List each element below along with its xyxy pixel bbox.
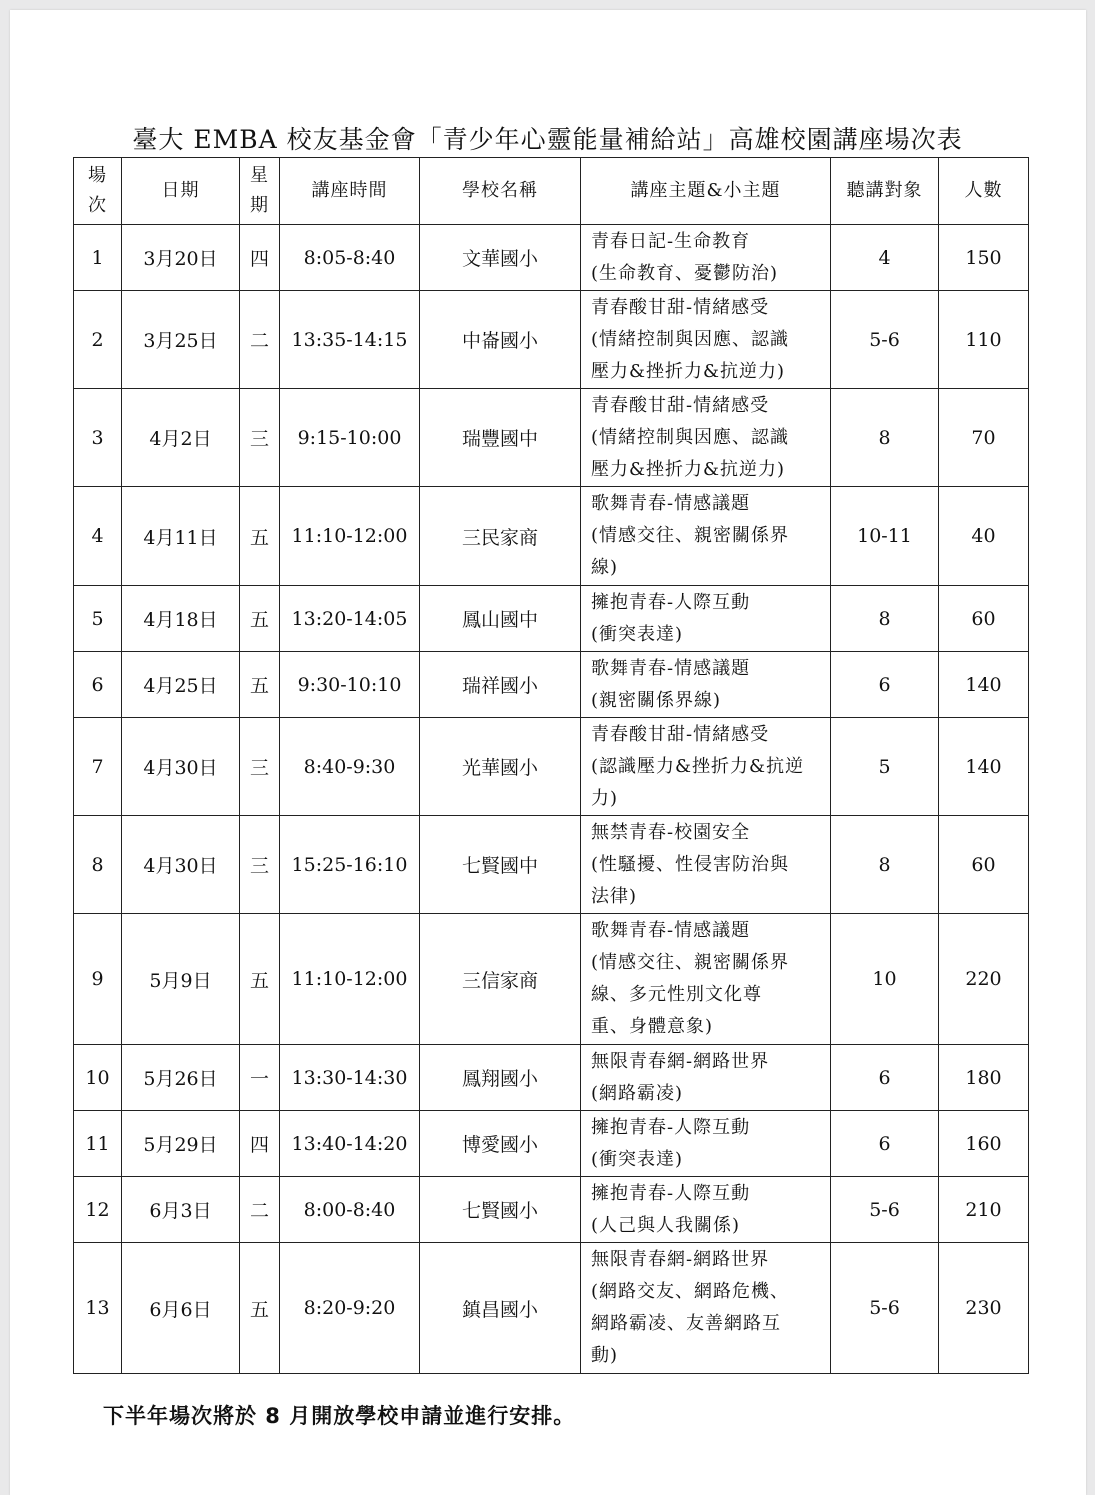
cell-audience: 6: [831, 1045, 939, 1111]
cell-date: 4月2日: [122, 389, 240, 487]
topic-line: 法律): [591, 885, 638, 907]
header-session-text: 場 次: [88, 165, 107, 216]
topic-line: 線): [591, 557, 619, 578]
topic-line: 擁抱青春-人際互動: [591, 591, 751, 613]
topic-line: 歌舞青春-情感議題: [591, 657, 751, 679]
topic-line: (生命教育、憂鬱防治): [591, 262, 779, 284]
cell-weekday: 五: [240, 1243, 280, 1374]
cell-time: 9:15-10:00: [280, 389, 420, 487]
cell-weekday: 四: [240, 225, 280, 291]
cell-weekday: 五: [240, 652, 280, 718]
cell-count: 150: [939, 225, 1029, 291]
cell-session: 13: [74, 1243, 122, 1374]
cell-weekday: 三: [240, 718, 280, 816]
cell-school: 瑞豐國中: [420, 389, 581, 487]
cell-count: 140: [939, 718, 1029, 816]
cell-date: 4月30日: [122, 718, 240, 816]
cell-audience: 8: [831, 586, 939, 652]
cell-school: 文華國小: [420, 225, 581, 291]
cell-weekday: 五: [240, 914, 280, 1045]
header-weekday-text: 星 期: [250, 165, 269, 216]
topic-line: (網路霸凌): [591, 1082, 684, 1104]
cell-audience: 5: [831, 718, 939, 816]
cell-date: 3月20日: [122, 225, 240, 291]
cell-time: 8:00-8:40: [280, 1177, 420, 1243]
footer-note: 下半年場次將於 8 月開放學校申請並進行安排。: [103, 1404, 576, 1428]
topic-line: 網路霸凌、友善網路互: [591, 1313, 781, 1334]
cell-topic: [581, 1243, 831, 1374]
topic-line: 擁抱青春-人際互動: [591, 1116, 751, 1138]
header-audience: 聽講對象: [831, 158, 939, 225]
topic-line: 青春酸甘甜-情緒感受: [591, 394, 770, 416]
cell-session: 2: [74, 291, 122, 389]
topic-line: (網路交友、網路危機、: [591, 1281, 790, 1302]
topic-line: 重、身體意象): [591, 1016, 714, 1037]
topic-line: 青春日記-生命教育: [591, 230, 751, 252]
header-time: 講座時間: [280, 158, 420, 225]
cell-topic: [581, 1111, 831, 1177]
topic-line: 歌舞青春-情感議題: [591, 493, 751, 514]
cell-weekday: 五: [240, 586, 280, 652]
topic-line: 力): [591, 787, 619, 809]
table-row: [74, 1243, 1029, 1374]
cell-topic: [581, 389, 831, 487]
cell-session: 4: [74, 487, 122, 586]
cell-date: 4月18日: [122, 586, 240, 652]
cell-audience: 5-6: [831, 291, 939, 389]
cell-audience: 8: [831, 816, 939, 914]
table-row: [74, 586, 1029, 652]
cell-count: 180: [939, 1045, 1029, 1111]
cell-time: 13:20-14:05: [280, 586, 420, 652]
topic-line: 壓力&挫折力&抗逆力): [591, 458, 786, 480]
cell-topic: [581, 914, 831, 1045]
cell-school: 三信家商: [420, 914, 581, 1045]
cell-topic: [581, 487, 831, 586]
cell-count: 230: [939, 1243, 1029, 1374]
cell-date: 6月3日: [122, 1177, 240, 1243]
cell-school: 中崙國小: [420, 291, 581, 389]
header-weekday: [240, 158, 280, 225]
cell-count: 70: [939, 389, 1029, 487]
cell-audience: 5-6: [831, 1243, 939, 1374]
topic-line: 無限青春網-網路世界: [591, 1249, 770, 1270]
cell-session: 1: [74, 225, 122, 291]
cell-topic: [581, 586, 831, 652]
table-row: [74, 225, 1029, 291]
header-count: 人數: [939, 158, 1029, 225]
cell-count: 60: [939, 816, 1029, 914]
topic-line: 壓力&挫折力&抗逆力): [591, 360, 786, 382]
schedule-table: [73, 157, 1029, 1374]
cell-school: 光華國小: [420, 718, 581, 816]
cell-time: 8:20-9:20: [280, 1243, 420, 1374]
topic-line: 無禁青春-校園安全: [591, 821, 751, 843]
cell-topic: [581, 225, 831, 291]
topic-line: (性騷擾、性侵害防治與: [591, 853, 790, 875]
cell-school: 七賢國中: [420, 816, 581, 914]
cell-topic: [581, 652, 831, 718]
topic-line: 動): [591, 1345, 619, 1366]
cell-date: 5月29日: [122, 1111, 240, 1177]
topic-line: (衝突表達): [591, 1148, 684, 1170]
cell-school: 三民家商: [420, 487, 581, 586]
cell-school: 博愛國小: [420, 1111, 581, 1177]
cell-time: 13:30-14:30: [280, 1045, 420, 1111]
cell-topic: [581, 1177, 831, 1243]
cell-session: 3: [74, 389, 122, 487]
header-date: 日期: [122, 158, 240, 225]
header-school: 學校名稱: [420, 158, 581, 225]
cell-weekday: 二: [240, 1177, 280, 1243]
cell-time: 13:40-14:20: [280, 1111, 420, 1177]
cell-topic: [581, 291, 831, 389]
cell-school: 鳳翔國小: [420, 1045, 581, 1111]
cell-weekday: 五: [240, 487, 280, 586]
cell-time: 8:40-9:30: [280, 718, 420, 816]
cell-audience: 10-11: [831, 487, 939, 586]
cell-session: 12: [74, 1177, 122, 1243]
topic-line: 青春酸甘甜-情緒感受: [591, 723, 770, 745]
cell-topic: [581, 718, 831, 816]
cell-time: 11:10-12:00: [280, 914, 420, 1045]
cell-session: 6: [74, 652, 122, 718]
cell-time: 8:05-8:40: [280, 225, 420, 291]
cell-weekday: 三: [240, 816, 280, 914]
topic-line: (人己與人我關係): [591, 1214, 741, 1236]
header-row: [74, 158, 1029, 225]
cell-weekday: 四: [240, 1111, 280, 1177]
cell-count: 220: [939, 914, 1029, 1045]
cell-count: 110: [939, 291, 1029, 389]
cell-date: 6月6日: [122, 1243, 240, 1374]
document-title: 臺大 EMBA 校友基金會「青少年心靈能量補給站」高雄校園講座場次表: [132, 125, 963, 154]
table-row: [74, 389, 1029, 487]
cell-school: 鳳山國中: [420, 586, 581, 652]
cell-date: 5月26日: [122, 1045, 240, 1111]
topic-line: (情感交往、親密關係界: [591, 952, 790, 973]
cell-date: 4月30日: [122, 816, 240, 914]
cell-topic: [581, 1045, 831, 1111]
cell-school: 七賢國小: [420, 1177, 581, 1243]
cell-session: 7: [74, 718, 122, 816]
header-topic: 講座主題&小主題: [581, 158, 831, 225]
cell-count: 60: [939, 586, 1029, 652]
cell-date: 5月9日: [122, 914, 240, 1045]
cell-weekday: 三: [240, 389, 280, 487]
cell-session: 5: [74, 586, 122, 652]
table-row: [74, 1111, 1029, 1177]
cell-time: 13:35-14:15: [280, 291, 420, 389]
table-row: [74, 1045, 1029, 1111]
cell-school: 瑞祥國小: [420, 652, 581, 718]
cell-date: 4月25日: [122, 652, 240, 718]
cell-audience: 6: [831, 652, 939, 718]
topic-line: 青春酸甘甜-情緒感受: [591, 296, 770, 318]
topic-line: (情緒控制與因應、認識: [591, 328, 790, 350]
table-row: [74, 718, 1029, 816]
cell-topic: [581, 816, 831, 914]
table-row: [74, 291, 1029, 389]
topic-line: 歌舞青春-情感議題: [591, 920, 751, 941]
cell-weekday: 二: [240, 291, 280, 389]
topic-line: (衝突表達): [591, 623, 684, 645]
cell-session: 9: [74, 914, 122, 1045]
cell-session: 10: [74, 1045, 122, 1111]
cell-count: 40: [939, 487, 1029, 586]
cell-audience: 6: [831, 1111, 939, 1177]
table-row: [74, 652, 1029, 718]
topic-line: (認識壓力&挫折力&抗逆: [591, 755, 805, 777]
cell-time: 11:10-12:00: [280, 487, 420, 586]
cell-count: 160: [939, 1111, 1029, 1177]
topic-line: 線、多元性別文化尊: [591, 984, 762, 1005]
cell-audience: 10: [831, 914, 939, 1045]
cell-count: 210: [939, 1177, 1029, 1243]
cell-date: 4月11日: [122, 487, 240, 586]
cell-audience: 8: [831, 389, 939, 487]
cell-session: 8: [74, 816, 122, 914]
topic-line: 擁抱青春-人際互動: [591, 1182, 751, 1204]
topic-line: (情感交往、親密關係界: [591, 525, 790, 546]
topic-line: (親密關係界線): [591, 689, 722, 711]
topic-line: (情緒控制與因應、認識: [591, 426, 790, 448]
cell-weekday: 一: [240, 1045, 280, 1111]
table-row: [74, 914, 1029, 1045]
cell-session: 11: [74, 1111, 122, 1177]
table-body: [74, 225, 1029, 1374]
cell-audience: 5-6: [831, 1177, 939, 1243]
table-row: [74, 816, 1029, 914]
table-row: [74, 487, 1029, 586]
cell-time: 15:25-16:10: [280, 816, 420, 914]
table-row: [74, 1177, 1029, 1243]
topic-line: 無限青春網-網路世界: [591, 1050, 770, 1072]
cell-time: 9:30-10:10: [280, 652, 420, 718]
cell-date: 3月25日: [122, 291, 240, 389]
cell-school: 鎮昌國小: [420, 1243, 581, 1374]
cell-audience: 4: [831, 225, 939, 291]
cell-count: 140: [939, 652, 1029, 718]
header-session: [74, 158, 122, 225]
